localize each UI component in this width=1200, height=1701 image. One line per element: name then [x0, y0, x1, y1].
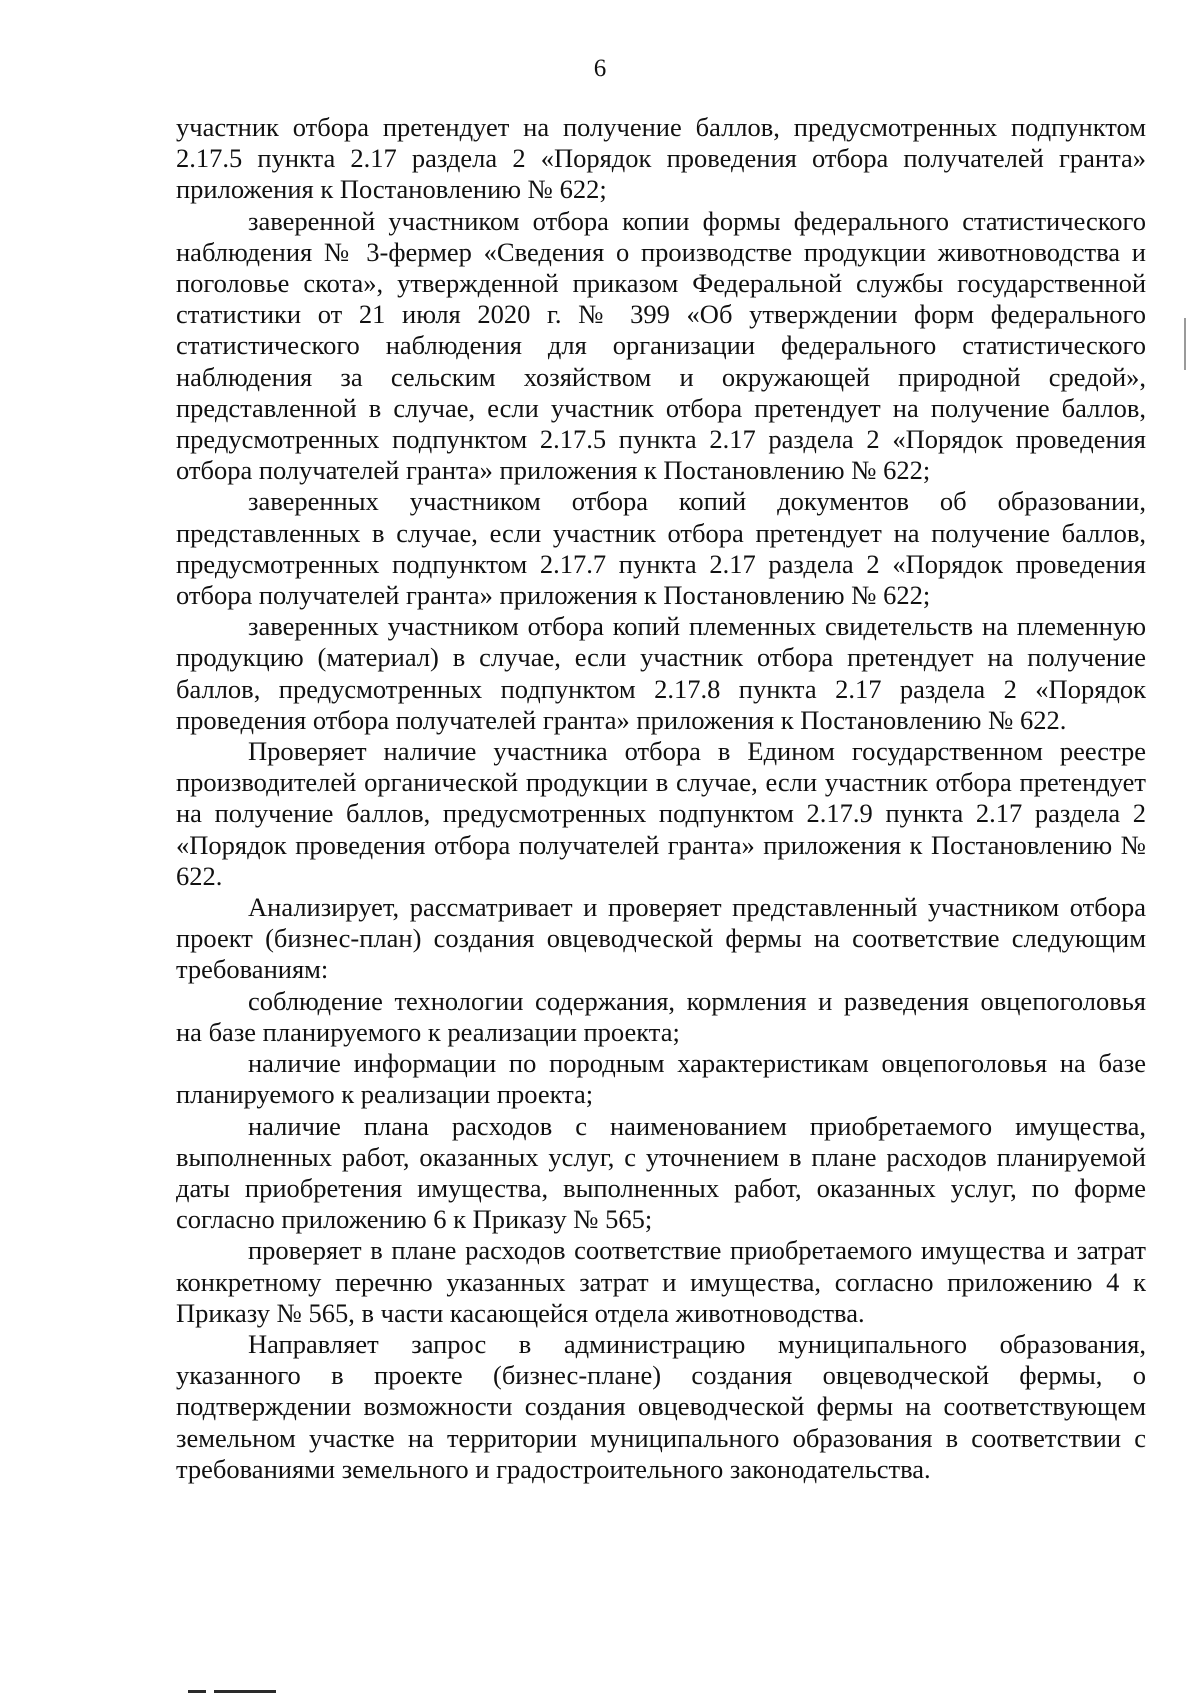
paragraph-municipal-request: Направляет запрос в администрацию муниципального образования, указанного в проекте (бизнес-плане) создания овцеводческой фермы, о подтверждении возможности создания овцеводческой фермы на соответствующем земельном участке на территории муниципального образования в соответствии с требованиями земельного и градостроительного законодательства.	[176, 1328, 1146, 1484]
paragraph-continuation: участник отбора претендует на получение баллов, предусмотренных подпунктом 2.17.5 пункта 2.17 раздела 2 «Порядок проведения отбора получателей гранта» приложения к Постановлению № 622;	[176, 112, 1146, 205]
paragraph-breeding-certificates: заверенных участником отбора копий племенных свидетельств на племенную продукцию (материал) в случае, если участник отбора претендует на получение баллов, предусмотренных подпунктом 2.17.8 пункта 2.17 раздела 2 «Порядок проведения отбора получателей гранта» приложения к Постановлению № 622.	[176, 611, 1146, 735]
paragraph-education-documents: заверенных участником отбора копий документов об образовании, представленных в случае, если участник отбора претендует на получение баллов, предусмотренных подпунктом 2.17.7 пункта 2.17 раздела 2 «Порядок проведения отбора получателей гранта» приложения к Постановлению № 622;	[176, 486, 1146, 611]
paragraph-business-plan-analysis: Анализирует, рассматривает и проверяет представленный участником отбора проект (бизнес-план) создания овцеводческой фермы на соответствие следующим требованиям:	[176, 892, 1146, 985]
scan-bottom-mark	[214, 1690, 276, 1693]
document-body	[176, 112, 1146, 1485]
scan-bottom-mark	[188, 1690, 206, 1693]
scan-margin-mark	[1184, 318, 1186, 370]
paragraph-expense-check: проверяет в плане расходов соответствие приобретаемого имущества и затрат конкретному перечню указанных затрат и имущества, согласно приложению 4 к Приказу № 565, в части касающейся отдела животноводства.	[176, 1235, 1146, 1328]
paragraph-breed-information: наличие информации по породным характеристикам овцепоголовья на базе планируемого к реализации проекта;	[176, 1048, 1146, 1110]
paragraph-statistics-form-copy: заверенной участником отбора копии формы федерального статистического наблюдения № 3-фермер «Сведения о производстве продукции животноводства и поголовье скота», утвержденной приказом Федеральной службы государственной статистики от 21 июля 2020 г. № 399 «Об утверждении форм федерального статистического наблюдения для организации федерального статистического наблюдения за сельским хозяйством и окружающей природной средой», представленной в случае, если участник отбора претендует на получение баллов, предусмотренных подпунктом 2.17.5 пункта 2.17 раздела 2 «Порядок проведения отбора получателей гранта» приложения к Постановлению № 622;	[176, 205, 1146, 486]
paragraph-technology-compliance: соблюдение технологии содержания, кормления и разведения овцепоголовья на базе планируемого к реализации проекта;	[176, 985, 1146, 1047]
paragraph-organic-registry-check: Проверяет наличие участника отбора в Едином государственном реестре производителей органической продукции в случае, если участник отбора претендует на получение баллов, предусмотренных подпунктом 2.17.9 пункта 2.17 раздела 2 «Порядок проведения отбора получателей гранта» приложения к Постановлению № 622.	[176, 736, 1146, 891]
page-number: 6	[593, 55, 607, 82]
paragraph-expense-plan: наличие плана расходов с наименованием приобретаемого имущества, выполненных работ, оказанных услуг, с уточнением в плане расходов планируемой даты приобретения имущества, выполненных работ, оказанных услуг, по форме согласно приложению 6 к Приказу № 565;	[176, 1110, 1146, 1235]
